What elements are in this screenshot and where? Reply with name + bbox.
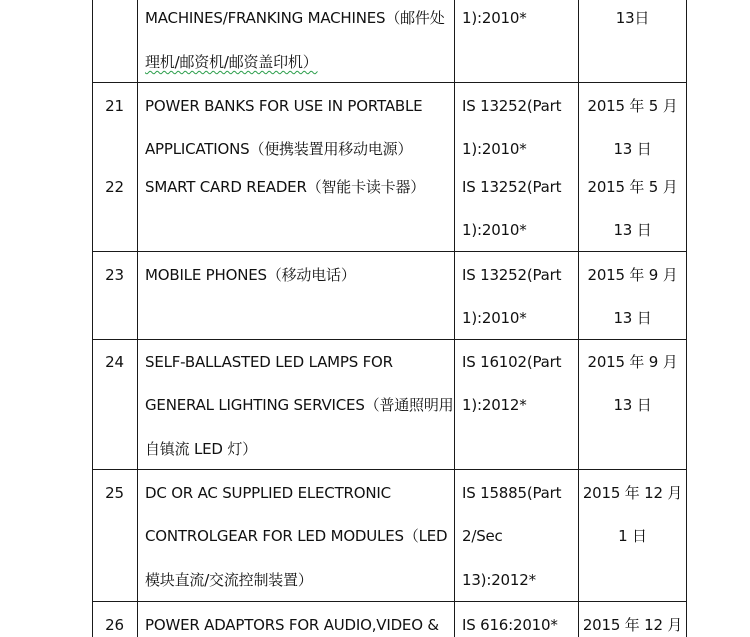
table-border-right	[686, 0, 687, 637]
product-name: 理机/邮资机/邮资盖印机）	[145, 53, 318, 71]
effective-date: 13 日	[613, 140, 652, 158]
row-divider	[92, 251, 687, 252]
effective-date: 13 日	[613, 309, 652, 327]
row-number: 22	[105, 178, 124, 196]
effective-date: 1 日	[618, 527, 647, 545]
effective-date: 2015 年 12 月	[582, 616, 683, 634]
row-divider	[92, 469, 687, 470]
standard-reference: 1):2012*	[462, 396, 527, 414]
effective-date: 13 日	[613, 221, 652, 239]
row-number: 25	[105, 484, 124, 502]
product-name: MOBILE PHONES（移动电话）	[145, 266, 356, 284]
standard-reference: IS 16102(Part	[462, 353, 562, 371]
effective-date: 2015 年 9 月	[587, 353, 678, 371]
product-name: CONTROLGEAR FOR LED MODULES（LED	[145, 527, 448, 545]
standard-reference: 2/Sec	[462, 527, 503, 545]
standard-reference: IS 13252(Part	[462, 97, 562, 115]
standard-reference: IS 13252(Part	[462, 266, 562, 284]
row-divider	[92, 601, 687, 602]
product-name: DC OR AC SUPPLIED ELECTRONIC	[145, 484, 391, 502]
product-name: GENERAL LIGHTING SERVICES（普通照明用	[145, 396, 454, 414]
product-name: SMART CARD READER（智能卡读卡器）	[145, 178, 426, 196]
standard-reference: IS 15885(Part	[462, 484, 562, 502]
product-name: POWER ADAPTORS FOR AUDIO,VIDEO &	[145, 616, 439, 634]
standard-reference: 1):2010*	[462, 221, 527, 239]
product-name: SELF-BALLASTED LED LAMPS FOR	[145, 353, 393, 371]
standard-reference: 1):2010*	[462, 9, 527, 27]
product-name: 模块直流/交流控制装置）	[145, 571, 313, 589]
effective-date: 2015 年 9 月	[587, 266, 678, 284]
effective-date: 13 日	[613, 396, 652, 414]
product-name: MACHINES/FRANKING MACHINES（邮件处	[145, 9, 445, 27]
effective-date: 2015 年 5 月	[587, 178, 678, 196]
row-number: 21	[105, 97, 124, 115]
standard-reference: 1):2010*	[462, 309, 527, 327]
standard-reference: 13):2012*	[462, 571, 536, 589]
row-number: 26	[105, 616, 124, 634]
effective-date: 13日	[615, 9, 650, 27]
row-divider	[92, 339, 687, 340]
row-number: 24	[105, 353, 124, 371]
product-name: APPLICATIONS（便携装置用移动电源）	[145, 140, 413, 158]
standard-reference: IS 616:2010*	[462, 616, 558, 634]
product-name: POWER BANKS FOR USE IN PORTABLE	[145, 97, 423, 115]
row-divider	[92, 82, 687, 83]
standard-reference: 1):2010*	[462, 140, 527, 158]
standard-reference: IS 13252(Part	[462, 178, 562, 196]
row-number: 23	[105, 266, 124, 284]
column-divider-product	[454, 0, 455, 637]
effective-date: 2015 年 5 月	[587, 97, 678, 115]
product-name: 自镇流 LED 灯）	[145, 440, 257, 458]
effective-date: 2015 年 12 月	[582, 484, 683, 502]
column-divider-number	[137, 0, 138, 637]
